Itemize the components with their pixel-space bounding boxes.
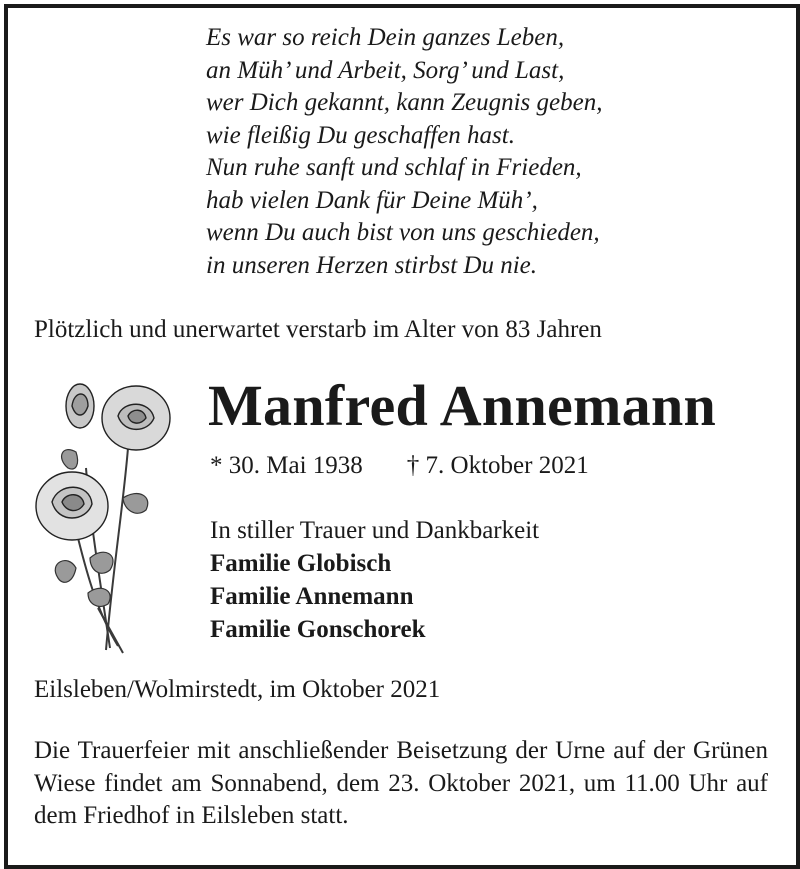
poem-line: an Müh’ und Arbeit, Sorg’ und Last, bbox=[206, 56, 565, 84]
family-name: Familie Globisch bbox=[210, 550, 392, 577]
poem-line: Es war so reich Dein ganzes Leben, bbox=[206, 24, 565, 51]
poem-line: wer Dich gekannt, kann Zeugnis geben, bbox=[206, 89, 603, 116]
death-date: † 7. Oktober 2021 bbox=[406, 452, 589, 479]
birth-date: * 30. Mai 1938 bbox=[210, 452, 363, 479]
family-name: Familie Gonschorek bbox=[210, 616, 426, 643]
mourners-block bbox=[210, 514, 539, 646]
life-dates bbox=[210, 452, 589, 480]
place-date: Eilsleben/Wolmirstedt, im Oktober 2021 bbox=[34, 676, 441, 703]
deceased-name: Manfred Annemann bbox=[208, 373, 717, 438]
poem-line: Nun ruhe sanft und schlaf in Frieden, bbox=[206, 154, 582, 181]
death-intro: Plötzlich und unerwartet verstarb im Alter von 83 Jahren bbox=[34, 316, 602, 343]
poem-line: wie fleißig Du geschaffen hast. bbox=[206, 121, 515, 149]
poem-line: in unseren Herzen stirbst Du nie. bbox=[206, 251, 537, 279]
funeral-notice: Die Trauerfeier mit anschließender Beisetzung der Urne auf der Grünen Wiese findet am Sonnabend, dem 23. Oktober 2021, um 11.00 Uhr auf dem Friedhof in Eilsleben statt. bbox=[34, 737, 768, 829]
poem-line: wenn Du auch bist von uns geschieden, bbox=[206, 219, 600, 246]
poem bbox=[206, 22, 602, 282]
poem-line: hab vielen Dank für Deine Müh’, bbox=[206, 186, 538, 214]
family-name: Familie Annemann bbox=[210, 583, 414, 610]
mourners-heading: In stiller Trauer und Dankbarkeit bbox=[210, 517, 540, 544]
roses-icon bbox=[28, 378, 188, 658]
